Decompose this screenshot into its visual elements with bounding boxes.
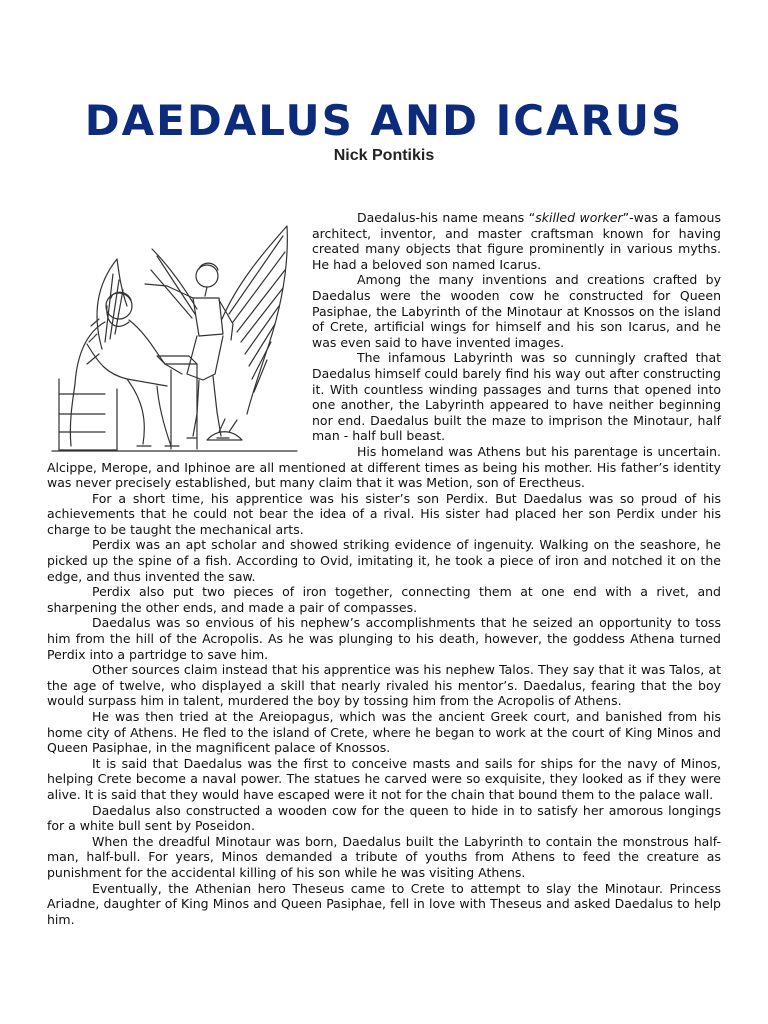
paragraph-1: Daedalus-his name means “skilled worker”-was a famous architect, inventor, and master craftsman known for having created many objects that figure prominently in various myths. He had a beloved son named Icarus. bbox=[312, 210, 721, 272]
paragraph-12: Daedalus also constructed a wooden cow for the queen to hide in to satisfy her amorous longings for a white bull sent by Poseidon. bbox=[47, 802, 721, 834]
paragraph-10: He was then tried at the Areiopagus, which was the ancient Greek court, and banished from his home city of Athens. He fled to the island of Crete, where he began to work at the court of King Minos and Queen Pasiphae, in the magnificent palace of Knossos. bbox=[47, 709, 721, 756]
article-body bbox=[47, 210, 721, 927]
paragraph-8: Daedalus was so envious of his nephew’s accomplishments that he seized an opportunity to toss him from the hill of the Acropolis. As he was plunging to his death, however, the goddess Athena turned Perdix into a partridge to save him. bbox=[47, 615, 721, 662]
daedalus-and-icarus-drawing-icon bbox=[47, 214, 302, 454]
document-title: DAEDALUS AND ICARUS bbox=[84, 96, 684, 145]
paragraph-5: For a short time, his apprentice was his sister’s son Perdix. But Daedalus was so proud of his achievements that he could not bear the idea of a rival. His sister had placed her son Perdix under his charge to be taught the mechanical arts. bbox=[47, 490, 721, 537]
paragraph-7: Perdix also put two pieces of iron together, connecting them at one end with a rivet, and sharpening the other ends, and made a pair of compasses. bbox=[47, 584, 721, 615]
paragraph-3: The infamous Labyrinth was so cunningly crafted that Daedalus himself could barely find his way out after constructing it. With countless winding passages and turns that opened into one another, the Labyrinth appeared to have neither beginning nor end. Daedalus built the maze to imprison the Minotaur, half man - half bull beast. bbox=[312, 350, 721, 444]
paragraph-4: His homeland was Athens but his parentage is uncertain. Alcippe, Merope, and Iphinoe are all mentioned at different times as being his mother. His father’s identity was never precisely established, but many claim that it was Metion, son of Erectheus. bbox=[47, 443, 721, 491]
paragraph-14: Eventually, the Athenian hero Theseus came to Crete to attempt to slay the Minotaur. Princess Ariadne, daughter of King Minos and Queen Pasiphae, fell in love with Theseus and asked Daedalus to help him. bbox=[47, 880, 721, 927]
daedalus-and-icarus-illustration bbox=[47, 214, 302, 454]
emphasis-text: skilled worker bbox=[535, 210, 623, 225]
paragraph-2: Among the many inventions and creations crafted by Daedalus were the wooden cow he constructed for Queen Pasiphae, the Labyrinth of the Minotaur at Knossos on the island of Crete, artificial wings for himself and his son Icarus, and he was even said to have invented images. bbox=[312, 272, 721, 350]
document-author: Nick Pontikis bbox=[333, 147, 435, 164]
paragraph-11: It is said that Daedalus was the first to conceive masts and sails for ships for the navy of Minos, helping Crete become a naval power. The statues he carved were so exquisite, they looked as if they were alive. It is said that they would have escaped were it not for the chain that bound them to the palace wall. bbox=[47, 755, 721, 802]
paragraph-13: When the dreadful Minotaur was born, Daedalus built the Labyrinth to contain the monstrous half-man, half-bull. For years, Minos demanded a tribute of youths from Athens to feed the creature as punishment for the accidental killing of his son while he was visiting Athens. bbox=[47, 833, 721, 880]
paragraph-6: Perdix was an apt scholar and showed striking evidence of ingenuity. Walking on the seashore, he picked up the spine of a fish. According to Ovid, imitating it, he took a piece of iron and notched it on the edge, and thus invented the saw. bbox=[47, 537, 721, 584]
paragraph-9: Other sources claim instead that his apprentice was his nephew Talos. They say that it was Talos, at the age of twelve, who displayed a skill that nearly rivaled his mentor’s. Daedalus, fearing that the boy would surpass him in talent, murdered the boy by tossing him from the Acropolis of Athens. bbox=[47, 662, 721, 709]
